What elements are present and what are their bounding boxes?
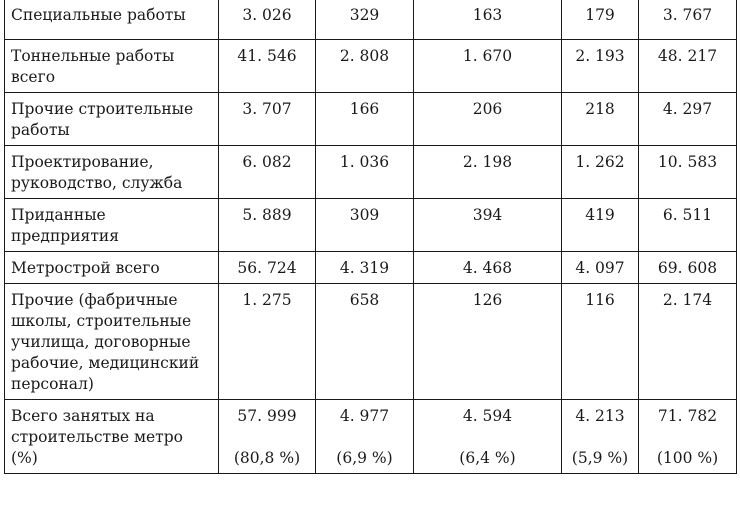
employment-table: [4, 0, 737, 474]
cell-value: 4. 319: [316, 252, 414, 284]
cell-value: 4. 297: [639, 93, 737, 146]
cell-value: 69. 608: [639, 252, 737, 284]
cell-value: 5. 889: [219, 199, 316, 252]
row-label: Проектирование, руководство, служба: [5, 146, 219, 199]
row-label: Специальные работы: [5, 0, 219, 40]
percent-value: (5,9 %): [571, 449, 629, 467]
cell-value: 3. 026: [219, 0, 316, 40]
table-row: [5, 252, 737, 284]
table-row: [5, 0, 737, 40]
cell-value: 2. 808: [316, 40, 414, 93]
percent-value: (100 %): [656, 449, 719, 467]
cell-value: 166: [316, 93, 414, 146]
cell-value: [219, 400, 316, 474]
row-label: Метрострой всего: [5, 252, 219, 284]
cell-value: 309: [316, 199, 414, 252]
cell-value: 6. 082: [219, 146, 316, 199]
cell-value: 1. 036: [316, 146, 414, 199]
total-value: 57. 999: [237, 407, 297, 425]
table-row: [5, 146, 737, 199]
cell-value: [562, 400, 639, 474]
cell-value: 4. 097: [562, 252, 639, 284]
cell-value: 658: [316, 284, 414, 400]
cell-value: 6. 511: [639, 199, 737, 252]
cell-value: 2. 174: [639, 284, 737, 400]
table-row: [5, 199, 737, 252]
cell-value: 4. 468: [414, 252, 562, 284]
cell-value: 1. 262: [562, 146, 639, 199]
cell-value: 116: [562, 284, 639, 400]
cell-value: 2. 198: [414, 146, 562, 199]
table-row: [5, 40, 737, 93]
total-value: 4. 977: [339, 407, 390, 425]
total-value: 4. 594: [462, 407, 513, 425]
percent-value: (6,4 %): [459, 449, 516, 467]
row-label: Тоннельные работы всего: [5, 40, 219, 93]
cell-value: 218: [562, 93, 639, 146]
cell-value: 329: [316, 0, 414, 40]
cell-value: 10. 583: [639, 146, 737, 199]
cell-value: 1. 670: [414, 40, 562, 93]
table-row: [5, 284, 737, 400]
cell-value: 3. 707: [219, 93, 316, 146]
cell-value: 48. 217: [639, 40, 737, 93]
cell-value: [639, 400, 737, 474]
cell-value: 41. 546: [219, 40, 316, 93]
cell-value: 1. 275: [219, 284, 316, 400]
cell-value: 206: [414, 93, 562, 146]
cell-value: 126: [414, 284, 562, 400]
percent-value: (80,8 %): [233, 449, 301, 467]
table-row-total: [5, 400, 737, 474]
cell-value: [316, 400, 414, 474]
percent-value: (6,9 %): [336, 449, 393, 467]
cell-value: 419: [562, 199, 639, 252]
table-row: [5, 93, 737, 146]
cell-value: 163: [414, 0, 562, 40]
cell-value: 394: [414, 199, 562, 252]
row-label: Прочие строительные работы: [5, 93, 219, 146]
total-value: 71. 782: [657, 407, 718, 425]
total-value: 4. 213: [575, 407, 625, 425]
row-label: Всего занятых на строительстве метро (%): [5, 400, 219, 474]
cell-value: 56. 724: [219, 252, 316, 284]
row-label: Приданные предприятия: [5, 199, 219, 252]
cell-value: 2. 193: [562, 40, 639, 93]
cell-value: 179: [562, 0, 639, 40]
cell-value: [414, 400, 562, 474]
row-label: Прочие (фабричные школы, строительные училища, договорные рабочие, медицинский персонал): [5, 284, 219, 400]
cell-value: 3. 767: [639, 0, 737, 40]
